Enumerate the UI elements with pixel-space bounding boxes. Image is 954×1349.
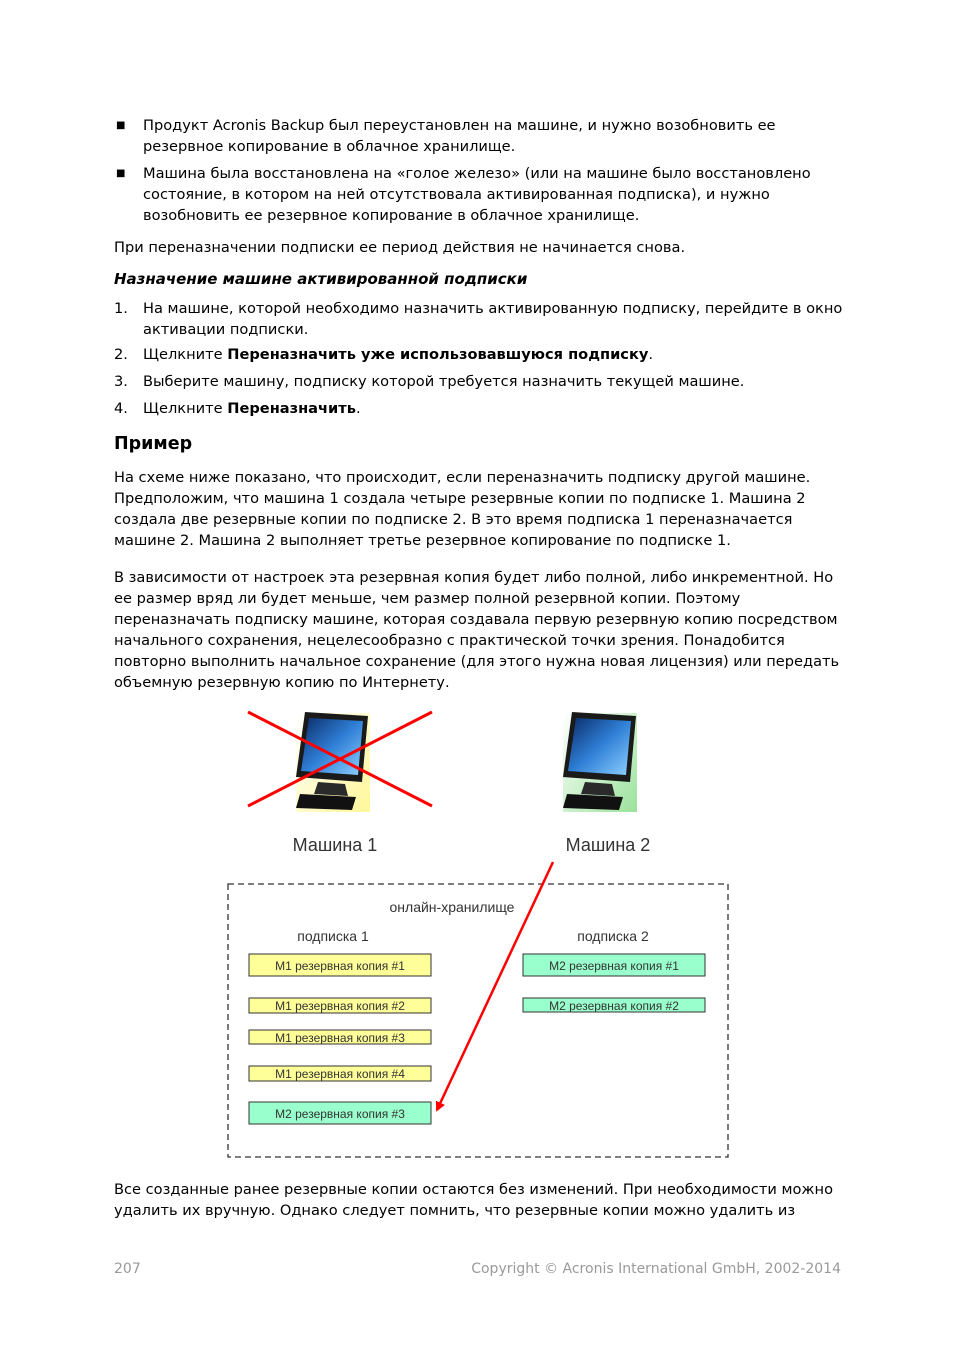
subscription-2-label: подписка 2 <box>577 928 649 944</box>
backup-box-label: M2 резервная копия #2 <box>549 999 679 1013</box>
example-heading: Пример <box>114 434 193 454</box>
backup-box-label: M2 резервная копия #1 <box>549 959 679 973</box>
step-3-text: Выберите машину, подписку которой требуется назначить текущей машине. <box>143 373 745 390</box>
online-storage-label: онлайн-хранилище <box>389 899 515 915</box>
backup-box-label: M1 резервная копия #4 <box>275 1067 405 1081</box>
backup-box-label: M1 резервная копия #1 <box>275 959 405 973</box>
step-number: 2. <box>114 346 128 363</box>
backup-box <box>249 1030 431 1045</box>
step-number: 4. <box>114 400 128 417</box>
step-2-pre: Щелкните <box>143 346 228 363</box>
example-paragraph-2: В зависимости от настроек эта резервная копия будет либо полной, либо инкрементной. Но ее размер вряд ли будет меньше, чем размер полной резервной копии. Поэтому переназначать подписку машине, которая создавала первую резервную копию посредством начального сохранения, нецелесообразно с практической точки зрения. Понадобится повторно выполнить начальное сохранение (для этого нужна новая лицензия) или передать объемную резервную копию по Интернету. <box>114 569 840 691</box>
machine-1-label: Машина 1 <box>292 835 378 855</box>
backup-box-label: M2 резервная копия #3 <box>275 1107 405 1121</box>
step-number: 1. <box>114 300 128 317</box>
backup-box <box>249 1066 431 1081</box>
bullet-marker: ■ <box>116 120 126 131</box>
note-paragraph: При переназначении подписки ее период действия не начинается снова. <box>114 239 686 256</box>
step-number: 3. <box>114 373 128 390</box>
closing-paragraph: Все созданные ранее резервные копии остаются без изменений. При необходимости можно удалить их вручную. Однако следует помнить, что резервные копии можно удалить из <box>114 1181 834 1219</box>
subscription-1-label: подписка 1 <box>297 928 369 944</box>
machine-2-monitor-icon <box>563 712 637 812</box>
backup-box-label: M1 резервная копия #2 <box>275 999 405 1013</box>
machine-2-label: Машина 2 <box>565 835 651 855</box>
step-4-command: Переназначить <box>227 400 356 417</box>
step-4-post: . <box>355 400 361 417</box>
step-1-text: На машине, которой необходимо назначить активированную подписку, перейдите в окно активации подписки. <box>143 300 843 338</box>
example-paragraph-1: На схеме ниже показано, что происходит, если переназначить подписку другой машине. Предположим, что машина 1 создала четыре резервные копии по подписке 1. Машина 2 создала две резервные копии по подписке 2. В это время подписка 1 переназначается машине 2. Машина 2 выполняет третье резервное копирование по подписке 1. <box>114 469 811 549</box>
bullet-marker: ■ <box>116 168 126 179</box>
backup-box <box>523 954 705 976</box>
page-number: 207 <box>114 1261 141 1277</box>
copyright-notice: Copyright © Acronis International GmbH, 2002-2014 <box>471 1261 841 1277</box>
backup-box <box>249 998 431 1013</box>
bullet-item-1: Продукт Acronis Backup был переустановлен на машине, и нужно возобновить ее резервное копирование в облачное хранилище. <box>143 117 776 155</box>
backup-box-label: M1 резервная копия #3 <box>275 1031 405 1045</box>
step-2-post: . <box>648 346 653 363</box>
backup-box <box>523 998 705 1013</box>
bullet-item-2: Машина была восстановлена на «голое железо» (или на машине было восстановлено состояние, в котором на ней отсутствовала активированная подписка), и нужно возобновить ее резервное копирование в облачное хранилище. <box>143 165 811 224</box>
step-4-pre: Щелкните <box>143 400 228 417</box>
step-2-command: Переназначить уже использовавшуюся подписку <box>227 346 649 363</box>
section-heading: Назначение машине активированной подписки <box>114 270 528 288</box>
backup-box-reassigned <box>249 1102 431 1124</box>
backup-box <box>249 954 431 976</box>
